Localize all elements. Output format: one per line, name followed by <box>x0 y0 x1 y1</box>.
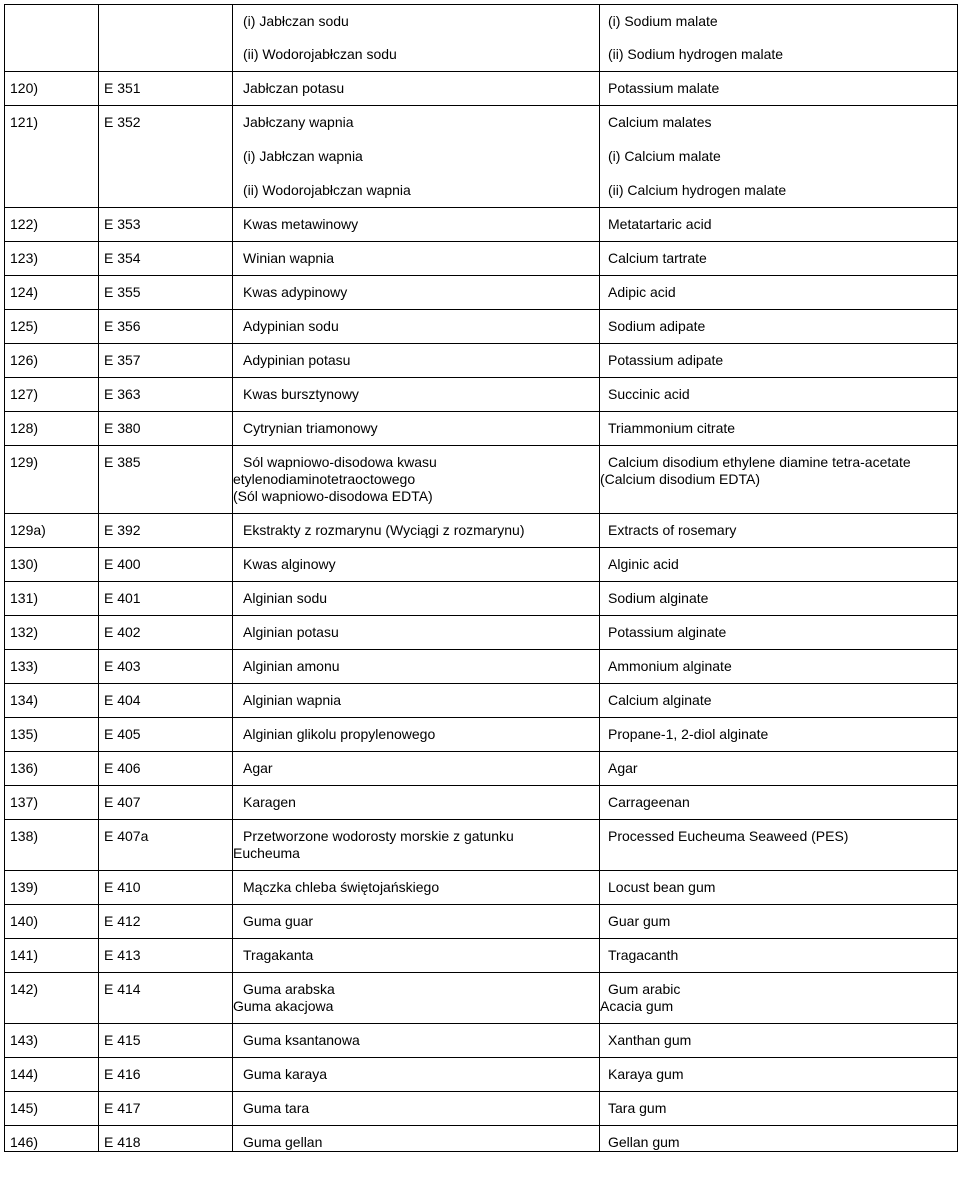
e-code-cell <box>99 548 233 582</box>
e-code-cell <box>99 820 233 871</box>
polish-name-cell <box>233 718 600 752</box>
row-number: 131) <box>10 590 39 606</box>
table-row <box>5 208 958 242</box>
english-name-line: Sodium alginate <box>608 590 709 606</box>
e-code-cell <box>99 1024 233 1058</box>
row-number-cell <box>5 718 99 752</box>
e-code: E 357 <box>104 352 141 368</box>
english-name-cell <box>600 786 958 820</box>
row-number: 143) <box>10 1032 39 1048</box>
e-code: E 385 <box>104 454 141 470</box>
e-code-cell <box>99 378 233 412</box>
row-number-cell <box>5 820 99 871</box>
polish-name-cell <box>233 446 600 514</box>
polish-name-cell <box>233 106 600 208</box>
row-number-cell <box>5 72 99 106</box>
table-row <box>5 344 958 378</box>
english-name-cell <box>600 820 958 871</box>
table-row <box>5 1092 958 1126</box>
row-number: 142) <box>10 981 39 997</box>
english-name-cell <box>600 412 958 446</box>
row-number-cell <box>5 752 99 786</box>
english-name-line: Potassium malate <box>608 80 720 96</box>
row-number: 140) <box>10 913 39 929</box>
polish-name-line: Guma karaya <box>243 1066 328 1082</box>
row-number: 122) <box>10 216 39 232</box>
row-number: 130) <box>10 556 39 572</box>
polish-name-cell <box>233 548 600 582</box>
e-code-cell <box>99 1092 233 1126</box>
row-number-cell <box>5 1126 99 1152</box>
english-name-cell <box>600 752 958 786</box>
row-number: 124) <box>10 284 39 300</box>
e-code-cell <box>99 871 233 905</box>
english-name-cell <box>600 310 958 344</box>
table-row <box>5 5 958 72</box>
polish-name-line: Winian wapnia <box>243 250 335 266</box>
english-name-line: Succinic acid <box>608 386 690 402</box>
english-name-cell <box>600 939 958 973</box>
english-name-line: Gum arabic <box>608 981 681 997</box>
e-code: E 404 <box>104 692 141 708</box>
e-code-cell <box>99 344 233 378</box>
e-code: E 418 <box>104 1134 141 1150</box>
polish-name-line: Mączka chleba świętojańskiego <box>243 879 440 895</box>
e-code-cell <box>99 905 233 939</box>
english-name-line: Potassium adipate <box>608 352 724 368</box>
english-name-cell <box>600 871 958 905</box>
polish-name-cell <box>233 1092 600 1126</box>
row-number-cell <box>5 276 99 310</box>
english-name-line: (Calcium disodium EDTA) <box>600 471 760 487</box>
row-number: 121) <box>10 114 39 130</box>
row-number-cell <box>5 786 99 820</box>
row-number-cell <box>5 582 99 616</box>
english-name-line: Xanthan gum <box>608 1032 692 1048</box>
english-name-line: Agar <box>608 760 638 776</box>
e-code-cell <box>99 446 233 514</box>
polish-name-cell <box>233 820 600 871</box>
polish-name-cell <box>233 871 600 905</box>
e-code: E 407a <box>104 828 149 844</box>
row-number: 138) <box>10 828 39 844</box>
polish-name-line: Agar <box>243 760 273 776</box>
e-code-cell <box>99 242 233 276</box>
english-name-line: (ii) Calcium hydrogen malate <box>608 182 787 198</box>
polish-name-line: Alginian wapnia <box>243 692 342 708</box>
polish-name-cell <box>233 786 600 820</box>
row-number: 134) <box>10 692 39 708</box>
e-code-cell <box>99 310 233 344</box>
table-row <box>5 378 958 412</box>
polish-name-line: (Sól wapniowo-disodowa EDTA) <box>233 488 433 504</box>
row-number-cell <box>5 378 99 412</box>
polish-name-line: (i) Jabłczan wapnia <box>243 148 363 164</box>
row-number-cell <box>5 514 99 548</box>
english-name-cell <box>600 718 958 752</box>
polish-name-line: Eucheuma <box>233 845 300 861</box>
e-code-cell <box>99 786 233 820</box>
polish-name-line: Alginian potasu <box>243 624 339 640</box>
row-number-cell <box>5 446 99 514</box>
row-number-cell <box>5 939 99 973</box>
e-code: E 356 <box>104 318 141 334</box>
english-name-line: Calcium alginate <box>608 692 712 708</box>
row-number: 120) <box>10 80 39 96</box>
polish-name-line: Tragakanta <box>243 947 314 963</box>
polish-name-line: (ii) Wodorojabłczan sodu <box>243 46 397 62</box>
polish-name-line: Guma arabska <box>243 981 335 997</box>
english-name-cell <box>600 1058 958 1092</box>
polish-name-line: (ii) Wodorojabłczan wapnia <box>243 182 411 198</box>
english-name-line: Carrageenan <box>608 794 690 810</box>
table-row <box>5 650 958 684</box>
row-number: 144) <box>10 1066 39 1082</box>
polish-name-cell <box>233 752 600 786</box>
table-row <box>5 446 958 514</box>
e-code: E 392 <box>104 522 141 538</box>
polish-name-line: Kwas bursztynowy <box>243 386 359 402</box>
row-number: 132) <box>10 624 39 640</box>
row-number-cell <box>5 344 99 378</box>
polish-name-line: (i) Jabłczan sodu <box>243 13 349 29</box>
e-code: E 416 <box>104 1066 141 1082</box>
e-code-cell <box>99 582 233 616</box>
english-name-cell <box>600 514 958 548</box>
english-name-line: (i) Sodium malate <box>608 13 718 29</box>
e-code: E 401 <box>104 590 141 606</box>
polish-name-line: Adypinian potasu <box>243 352 351 368</box>
english-name-line: Ammonium alginate <box>608 658 732 674</box>
row-number: 137) <box>10 794 39 810</box>
row-number-cell <box>5 242 99 276</box>
polish-name-line: Karagen <box>243 794 296 810</box>
english-name-line: Potassium alginate <box>608 624 727 640</box>
row-number: 127) <box>10 386 39 402</box>
english-name-line: Sodium adipate <box>608 318 706 334</box>
english-name-cell <box>600 446 958 514</box>
table-row <box>5 752 958 786</box>
row-number-cell <box>5 650 99 684</box>
polish-name-line: Guma gellan <box>243 1134 323 1150</box>
table-row <box>5 718 958 752</box>
english-name-cell <box>600 1126 958 1152</box>
row-number: 135) <box>10 726 39 742</box>
e-code: E 410 <box>104 879 141 895</box>
english-name-cell <box>600 106 958 208</box>
row-number: 129a) <box>10 522 46 538</box>
e-code-cell <box>99 1058 233 1092</box>
english-name-line: Karaya gum <box>608 1066 684 1082</box>
english-name-line: Gellan gum <box>608 1134 680 1150</box>
polish-name-line: Guma ksantanowa <box>243 1032 360 1048</box>
polish-name-cell <box>233 650 600 684</box>
row-number: 123) <box>10 250 39 266</box>
table-row <box>5 939 958 973</box>
e-code: E 403 <box>104 658 141 674</box>
english-name-cell <box>600 650 958 684</box>
polish-name-cell <box>233 616 600 650</box>
polish-name-line: Alginian sodu <box>243 590 328 606</box>
polish-name-cell <box>233 208 600 242</box>
polish-name-cell <box>233 905 600 939</box>
row-number-cell <box>5 973 99 1024</box>
polish-name-cell <box>233 1126 600 1152</box>
row-number-cell <box>5 412 99 446</box>
row-number: 126) <box>10 352 39 368</box>
english-name-cell <box>600 208 958 242</box>
e-code: E 415 <box>104 1032 141 1048</box>
row-number: 146) <box>10 1134 39 1150</box>
english-name-line: Guar gum <box>608 913 671 929</box>
row-number-cell <box>5 871 99 905</box>
e-code-cell <box>99 973 233 1024</box>
row-number-cell <box>5 310 99 344</box>
table-row <box>5 582 958 616</box>
table-row <box>5 973 958 1024</box>
polish-name-line: Kwas alginowy <box>243 556 336 572</box>
e-code-cell <box>99 1126 233 1152</box>
table-row <box>5 276 958 310</box>
english-name-cell <box>600 344 958 378</box>
table-row <box>5 1024 958 1058</box>
table-row <box>5 1126 958 1152</box>
english-name-line: Calcium malates <box>608 114 712 130</box>
polish-name-line: Alginian amonu <box>243 658 340 674</box>
row-number: 139) <box>10 879 39 895</box>
e-code-cell <box>99 616 233 650</box>
e-code-cell <box>99 752 233 786</box>
e-code: E 353 <box>104 216 141 232</box>
table-row <box>5 106 958 208</box>
table-row <box>5 1058 958 1092</box>
e-code: E 355 <box>104 284 141 300</box>
e-code: E 402 <box>104 624 141 640</box>
english-name-line: (ii) Sodium hydrogen malate <box>608 46 784 62</box>
polish-name-cell <box>233 5 600 72</box>
row-number: 133) <box>10 658 39 674</box>
english-name-line: Locust bean gum <box>608 879 716 895</box>
e-code-cell <box>99 106 233 208</box>
english-name-line: (i) Calcium malate <box>608 148 721 164</box>
english-name-line: Extracts of rosemary <box>608 522 737 538</box>
polish-name-line: Guma akacjowa <box>233 998 334 1014</box>
polish-name-line: Alginian glikolu propylenowego <box>243 726 436 742</box>
e-code-cell <box>99 650 233 684</box>
polish-name-line: Cytrynian triamonowy <box>243 420 378 436</box>
english-name-cell <box>600 582 958 616</box>
polish-name-line: Guma tara <box>243 1100 310 1116</box>
english-name-line: Acacia gum <box>600 998 674 1014</box>
e-code-cell <box>99 72 233 106</box>
english-name-cell <box>600 1092 958 1126</box>
polish-name-cell <box>233 939 600 973</box>
polish-name-line: Adypinian sodu <box>243 318 339 334</box>
row-number: 128) <box>10 420 39 436</box>
e-code-cell <box>99 939 233 973</box>
english-name-line: Alginic acid <box>608 556 679 572</box>
e-code-cell <box>99 718 233 752</box>
e-code-cell <box>99 514 233 548</box>
row-number <box>10 13 98 30</box>
e-code: E 400 <box>104 556 141 572</box>
row-number-cell <box>5 208 99 242</box>
english-name-line: Calcium disodium ethylene diamine tetra-acetate <box>608 454 911 470</box>
polish-name-cell <box>233 276 600 310</box>
polish-name-line: Guma guar <box>243 913 314 929</box>
e-code: E 380 <box>104 420 141 436</box>
english-name-cell <box>600 684 958 718</box>
table-row <box>5 820 958 871</box>
polish-name-cell <box>233 514 600 548</box>
english-name-line: Tragacanth <box>608 947 679 963</box>
e-code: E 412 <box>104 913 141 929</box>
polish-name-line: Jabłczany wapnia <box>243 114 354 130</box>
row-number-cell <box>5 1024 99 1058</box>
polish-name-cell <box>233 378 600 412</box>
english-name-line: Processed Eucheuma Seaweed (PES) <box>608 828 849 844</box>
row-number-cell <box>5 1092 99 1126</box>
row-number: 136) <box>10 760 39 776</box>
english-name-cell <box>600 973 958 1024</box>
table-row <box>5 310 958 344</box>
polish-name-line: Przetworzone wodorosty morskie z gatunku <box>243 828 514 844</box>
table-row <box>5 548 958 582</box>
e-code: E 407 <box>104 794 141 810</box>
row-number-cell <box>5 905 99 939</box>
e-code-cell <box>99 5 233 72</box>
e-code: E 352 <box>104 114 141 130</box>
polish-name-cell <box>233 310 600 344</box>
e-code: E 363 <box>104 386 141 402</box>
english-name-cell <box>600 5 958 72</box>
english-name-line: Triammonium citrate <box>608 420 736 436</box>
polish-name-cell <box>233 412 600 446</box>
table-row <box>5 871 958 905</box>
table-row <box>5 242 958 276</box>
e-code <box>104 13 232 30</box>
table-row <box>5 514 958 548</box>
additives-table <box>4 4 958 1152</box>
polish-name-line: Kwas metawinowy <box>243 216 359 232</box>
row-number-cell <box>5 1058 99 1092</box>
row-number-cell <box>5 5 99 72</box>
row-number: 145) <box>10 1100 39 1116</box>
polish-name-cell <box>233 1024 600 1058</box>
english-name-cell <box>600 548 958 582</box>
polish-name-cell <box>233 684 600 718</box>
table-row <box>5 412 958 446</box>
e-code: E 351 <box>104 80 141 96</box>
polish-name-cell <box>233 582 600 616</box>
polish-name-line: Jabłczan potasu <box>243 80 345 96</box>
english-name-line: Metatartaric acid <box>608 216 712 232</box>
e-code: E 354 <box>104 250 141 266</box>
polish-name-cell <box>233 1058 600 1092</box>
english-name-line: Adipic acid <box>608 284 676 300</box>
polish-name-line: etylenodiaminotetraoctowego <box>233 471 416 487</box>
e-code: E 406 <box>104 760 141 776</box>
row-number: 141) <box>10 947 39 963</box>
e-code: E 405 <box>104 726 141 742</box>
polish-name-cell <box>233 242 600 276</box>
english-name-line: Propane-1, 2-diol alginate <box>608 726 769 742</box>
e-code: E 413 <box>104 947 141 963</box>
additives-table-body <box>5 5 958 1152</box>
polish-name-line: Sól wapniowo-disodowa kwasu <box>243 454 437 470</box>
english-name-line: Calcium tartrate <box>608 250 707 266</box>
row-number-cell <box>5 106 99 208</box>
english-name-cell <box>600 1024 958 1058</box>
polish-name-line: Ekstrakty z rozmarynu (Wyciągi z rozmarynu) <box>243 522 525 538</box>
table-row <box>5 72 958 106</box>
row-number-cell <box>5 548 99 582</box>
english-name-cell <box>600 72 958 106</box>
e-code-cell <box>99 276 233 310</box>
polish-name-line: Kwas adypinowy <box>243 284 348 300</box>
polish-name-cell <box>233 973 600 1024</box>
english-name-cell <box>600 616 958 650</box>
row-number: 125) <box>10 318 39 334</box>
table-row <box>5 684 958 718</box>
english-name-cell <box>600 242 958 276</box>
english-name-line: Tara gum <box>608 1100 667 1116</box>
table-row <box>5 616 958 650</box>
row-number-cell <box>5 616 99 650</box>
e-code: E 417 <box>104 1100 141 1116</box>
english-name-cell <box>600 276 958 310</box>
table-row <box>5 786 958 820</box>
e-code-cell <box>99 684 233 718</box>
table-row <box>5 905 958 939</box>
english-name-cell <box>600 378 958 412</box>
polish-name-cell <box>233 344 600 378</box>
e-code: E 414 <box>104 981 141 997</box>
polish-name-cell <box>233 72 600 106</box>
e-code-cell <box>99 412 233 446</box>
english-name-cell <box>600 905 958 939</box>
e-code-cell <box>99 208 233 242</box>
row-number-cell <box>5 684 99 718</box>
row-number: 129) <box>10 454 39 470</box>
